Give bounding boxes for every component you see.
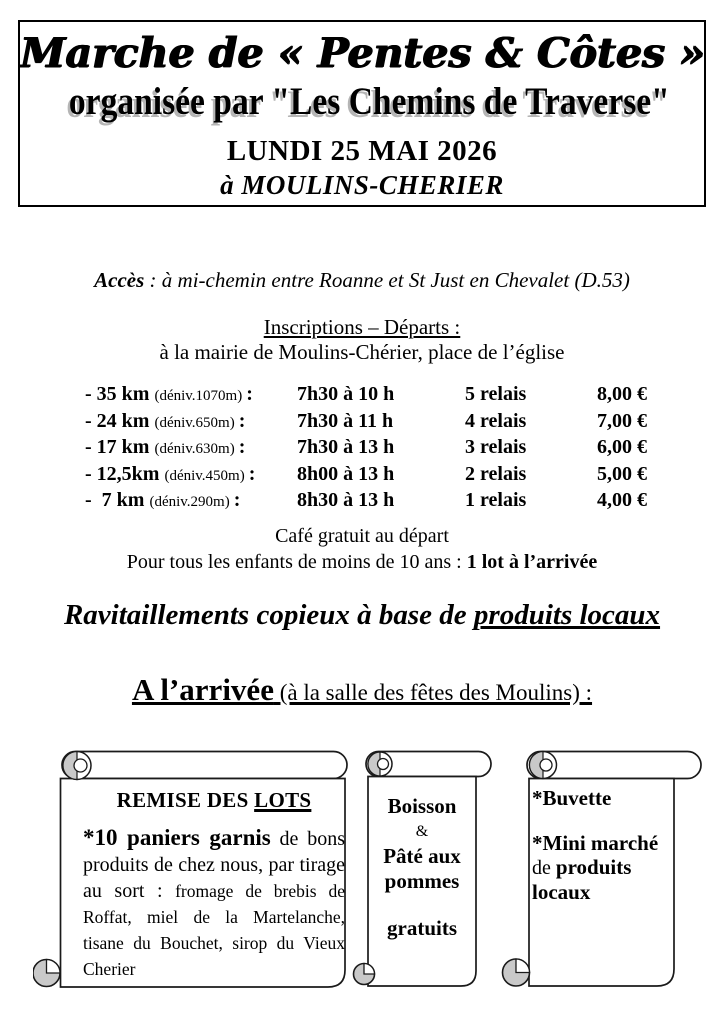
organizer-text: organisée par "Les Chemins de Traverse" [68,80,670,123]
elevation: (déniv.450m) [164,467,245,484]
arrivee-heading [0,672,724,708]
hours: 7h30 à 13 h [297,436,395,459]
distance: - 24 km [85,409,150,432]
distance: - 12,5km [85,462,160,485]
relais: 5 relais [465,383,527,405]
header-box [18,20,706,207]
inscriptions-venue: à la mairie de Moulins-Chérier, place de l’église [159,340,565,364]
relais: 1 relais [465,489,527,512]
children-note: Pour tous les enfants de moins de 10 ans : 1 lot à l’arrivée [126,551,598,573]
event-title: Marche de « Pentes & Côtes » [20,29,705,77]
cafe-note: Café gratuit au départ [275,525,449,547]
access-label: Accès [94,268,145,292]
children-highlight: 1 lot à l’arrivée [466,551,598,573]
access-text: : à mi-chemin entre Roanne et St Just en Chevalet (D.53) [144,268,630,292]
buvette-text: *Buvette *Mini marché de produits locaux [532,786,659,904]
ampersand: & [415,823,429,840]
local-products-underline: produits locaux [473,599,661,631]
price: 4,00 € [597,489,647,512]
relais: 4 relais [465,409,527,432]
table-row: - 12,5km (déniv.450m) : 8h00 à 13 h 2 relais 5,00 € [85,462,647,485]
price: 8,00 € [597,383,647,405]
price: 5,00 € [597,462,647,485]
relais: 3 relais [465,436,527,459]
arrivee-detail: (à la salle des fêtes des Moulins) : [273,680,593,705]
price: 7,00 € [597,409,647,432]
hours: 7h30 à 10 h [297,383,395,405]
hours: 8h00 à 13 h [297,462,395,485]
elevation: (déniv.1070m) [154,388,243,404]
lots-scroll-box [33,750,355,991]
event-date: LUNDI 25 MAI 2026 [226,135,498,167]
hours: 8h30 à 13 h [297,489,395,512]
arrivee-title: A l’arrivée [131,672,274,707]
lots-description: *10 paniers garnis de bons produits de chez nous, par tirage au sort : fromage de brebis de Roffat, miel de la Martelanche, tisane du Bouchet, sirop du Vieux Cherier [83,825,346,979]
hours: 7h30 à 11 h [297,409,394,432]
distance: - 17 km [85,436,150,459]
price: 6,00 € [597,436,647,459]
distance: - 7 km [85,489,145,512]
elevation: (déniv.630m) [154,441,235,458]
inscriptions-heading: Inscriptions – Départs : [263,315,461,339]
access-line [0,268,724,293]
organizer-line [20,79,704,133]
boisson-scroll-box [352,750,494,988]
table-row: - 24 km (déniv.650m) : 7h30 à 11 h 4 relais 7,00 € [85,409,647,432]
courses-table [85,383,665,516]
buvette-scroll-box [496,750,703,988]
ravitaillement-line: Ravitaillements copieux à base de produits locaux [63,599,661,631]
relais: 2 relais [465,462,527,485]
table-row: - 17 km (déniv.630m) : 7h30 à 13 h 3 relais 6,00 € [85,436,647,459]
elevation: (déniv.650m) [154,414,235,431]
table-row: - 35 km (déniv.1070m) : 7h30 à 10 h 5 relais 8,00 € [85,383,647,405]
boisson-text: Boisson & Pâté aux pommes gratuits [366,794,478,941]
elevation: (déniv.290m) [149,494,230,511]
table-row: - 7 km (déniv.290m) : 8h30 à 13 h 1 relais 4,00 € [85,489,647,512]
distance: - 35 km [85,383,150,405]
event-location: à MOULINS-CHERIER [220,170,504,200]
lots-title: REMISE DES LOTS [116,788,312,812]
